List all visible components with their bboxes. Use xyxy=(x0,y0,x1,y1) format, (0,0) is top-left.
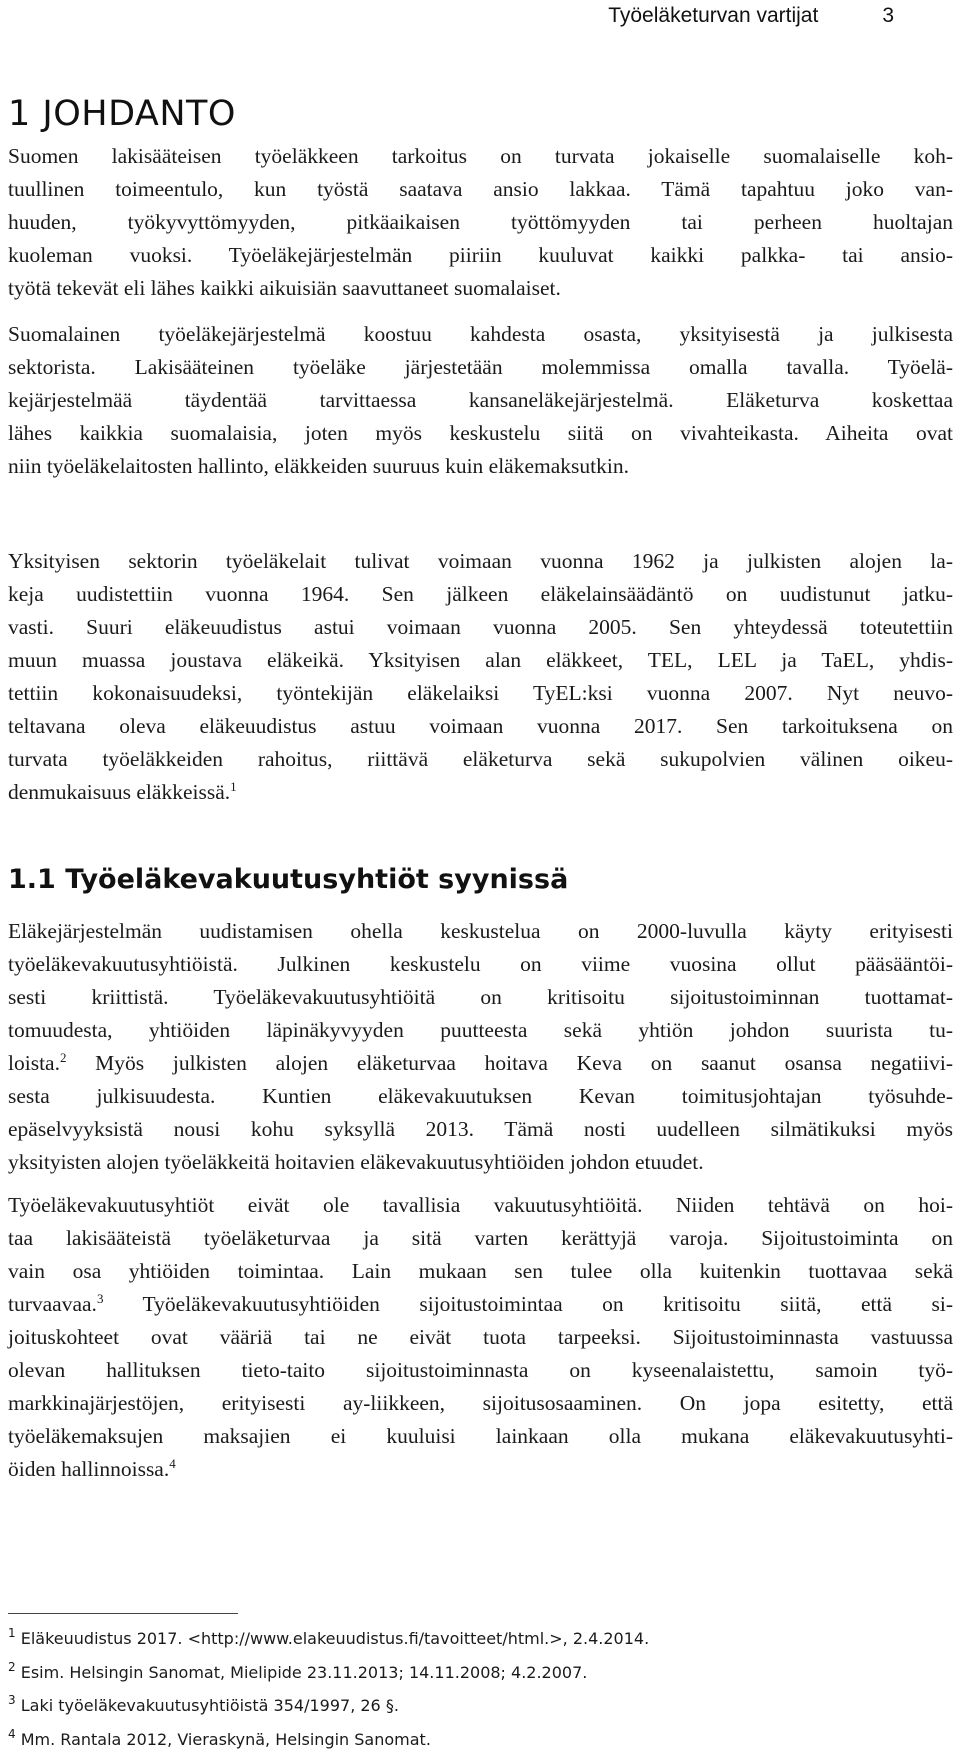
text-line: Työeläkevakuutusyhtiöt eivät ole tavallisia vakuutusyhtiöitä. Niiden tehtävä on hoi- xyxy=(8,1193,953,1217)
paragraph-1 xyxy=(8,140,953,305)
footnote-ref: 2 xyxy=(59,1050,67,1065)
paragraph-4 xyxy=(8,915,953,1179)
text-line: sesti kriittistä. Työeläkevakuutusyhtiöitä on kritisoitu sijoitustoiminnan tuottamat- xyxy=(8,985,953,1009)
paragraph-3 xyxy=(8,545,953,809)
text-fragment: denmukaisuus eläkkeissä. xyxy=(8,780,231,804)
text-line xyxy=(8,1453,953,1486)
chapter-heading: 1 JOHDANTO xyxy=(8,94,236,134)
text-line: sesta julkisuudesta. Kuntien eläkevakuutuksen Kevan toimitusjohtajan työsuhde- xyxy=(8,1084,953,1108)
footnote-number: 2 xyxy=(8,1659,16,1674)
text-line: niin työeläkelaitosten hallinto, eläkkeiden suuruus kuin eläkemaksutkin. xyxy=(8,454,629,478)
text-line: kejärjestelmää täydentää tarvittaessa kansaneläkejärjestelmä. Eläketurva koskettaa xyxy=(8,388,953,412)
running-header xyxy=(608,4,894,28)
footnote-number: 4 xyxy=(8,1726,16,1741)
text-fragment: Myös julkisten alojen eläketurvaa hoitava Keva on saanut osansa negatiivi- xyxy=(66,1051,953,1075)
text-line: yksityisten alojen työeläkkeitä hoitavien eläkevakuutusyhtiöiden johdon etuudet. xyxy=(8,1150,704,1174)
text-line: tuullinen toimeentulo, kun työstä saatava ansio lakkaa. Tämä tapahtuu joko van- xyxy=(8,177,953,201)
footnote xyxy=(8,1656,948,1690)
text-line: Suomalainen työeläkejärjestelmä koostuu kahdesta osasta, yksityisestä ja julkisesta xyxy=(8,322,953,346)
running-header-title: Työeläketurvan vartijat xyxy=(608,4,819,27)
text-line: tomuudesta, yhtiöiden läpinäkyvyyden puutteesta sekä yhtiön johdon suurista tu- xyxy=(8,1018,953,1042)
text-line: työtä tekevät eli lähes kaikki aikuisiän saavuttaneet suomalaiset. xyxy=(8,276,561,300)
footnote-ref: 1 xyxy=(230,779,237,794)
text-line: Eläkejärjestelmän uudistamisen ohella keskustelua on 2000-luvulla käyty erityisesti xyxy=(8,919,953,943)
paragraph-2 xyxy=(8,318,953,483)
text-fragment: turvaavaa. xyxy=(8,1292,97,1316)
footnote-ref: 4 xyxy=(169,1456,176,1471)
text-line: taa lakisääteistä työeläketurvaa ja sitä varten kerättyjä varoja. Sijoitustoiminta on xyxy=(8,1226,953,1250)
text-line: Yksityisen sektorin työeläkelait tulivat voimaan vuonna 1962 ja julkisten alojen la- xyxy=(8,549,953,573)
footnote-text: Mm. Rantala 2012, Vieraskynä, Helsingin Sanomat. xyxy=(20,1729,431,1749)
footnote xyxy=(8,1622,948,1656)
footnote-text: Esim. Helsingin Sanomat, Mielipide 23.11.2013; 14.11.2008; 4.2.2007. xyxy=(20,1662,588,1682)
footnote-text: Laki työeläkevakuutusyhtiöistä 354/1997, 26 §. xyxy=(20,1696,399,1715)
text-line: sektorista. Lakisääteinen työeläke järjestetään molemmissa omalla tavalla. Työelä- xyxy=(8,355,953,379)
footnotes xyxy=(8,1622,948,1756)
text-line: työeläkevakuutusyhtiöistä. Julkinen keskustelu on viime vuosina ollut pääsääntöi- xyxy=(8,952,953,976)
text-line xyxy=(8,1288,953,1321)
footnote-ref: 3 xyxy=(96,1291,104,1306)
text-fragment: Työeläkevakuutusyhtiöiden sijoitustoimintaa on kritisoitu siitä, että si- xyxy=(103,1292,953,1316)
footnote xyxy=(8,1689,948,1723)
text-fragment: loista. xyxy=(8,1051,60,1075)
paragraph-5 xyxy=(8,1189,953,1486)
footnote-number: 3 xyxy=(8,1693,16,1707)
text-line: turvata työeläkkeiden rahoitus, riittävä eläketurva sekä sukupolvien välinen oikeu- xyxy=(8,747,953,771)
footnote-number: 1 xyxy=(8,1626,16,1640)
page-number: 3 xyxy=(882,4,894,27)
text-fragment: öiden hallinnoissa. xyxy=(8,1457,170,1481)
footnote xyxy=(8,1723,948,1757)
text-line: vain osa yhtiöiden toimintaa. Lain mukaan sen tulee olla kuitenkin tuottavaa sekä xyxy=(8,1259,953,1283)
section-heading: 1.1 Työeläkevakuutusyhtiöt syynissä xyxy=(8,864,569,895)
text-line: työeläkemaksujen maksajien ei kuuluisi lainkaan olla mukana eläkevakuutusyhti- xyxy=(8,1424,953,1448)
text-line: muun muassa joustava eläkeikä. Yksityisen alan eläkkeet, TEL, LEL ja TaEL, yhdis- xyxy=(8,648,953,672)
text-line: lähes kaikkia suomalaisia, joten myös keskustelu siitä on vivahteikasta. Aiheita ovat xyxy=(8,421,953,445)
text-line: epäselvyyksistä nousi kohu syksyllä 2013. Tämä nosti uudelleen silmätikuksi myös xyxy=(8,1117,953,1141)
text-line: keja uudistettiin vuonna 1964. Sen jälkeen eläkelainsäädäntö on uudistunut jatku- xyxy=(8,582,953,606)
text-line: Suomen lakisääteisen työeläkkeen tarkoitus on turvata jokaiselle suomalaiselle koh- xyxy=(8,144,953,168)
text-line: kuoleman vuoksi. Työeläkejärjestelmän piiriin kuuluvat kaikki palkka- tai ansio- xyxy=(8,243,953,267)
text-line: teltavana oleva eläkeuudistus astuu voimaan vuonna 2017. Sen tarkoituksena on xyxy=(8,714,953,738)
text-line: olevan hallituksen tieto-taito sijoitustoiminnasta on kyseenalaistettu, samoin työ- xyxy=(8,1358,953,1382)
text-line: joituskohteet ovat vääriä tai ne eivät tuota tarpeeksi. Sijoitustoiminnasta vastuussa xyxy=(8,1325,953,1349)
text-line: huuden, työkyvyttömyyden, pitkäaikaisen työttömyyden tai perheen huoltajan xyxy=(8,210,953,234)
text-line: vasti. Suuri eläkeuudistus astui voimaan vuonna 2005. Sen yhteydessä toteutettiin xyxy=(8,615,953,639)
text-line: tettiin kokonaisuudeksi, työntekijän eläkelaiksi TyEL:ksi vuonna 2007. Nyt neuvo- xyxy=(8,681,953,705)
footnote-text: Eläkeuudistus 2017. <http://www.elakeuudistus.fi/tavoitteet/html.>, 2.4.2014. xyxy=(20,1629,650,1648)
text-line: markkinajärjestöjen, erityisesti ay-liikkeen, sijoitusosaaminen. On jopa esitetty, että xyxy=(8,1391,953,1415)
text-line xyxy=(8,776,953,809)
footnote-separator xyxy=(8,1613,238,1614)
text-line xyxy=(8,1047,953,1080)
